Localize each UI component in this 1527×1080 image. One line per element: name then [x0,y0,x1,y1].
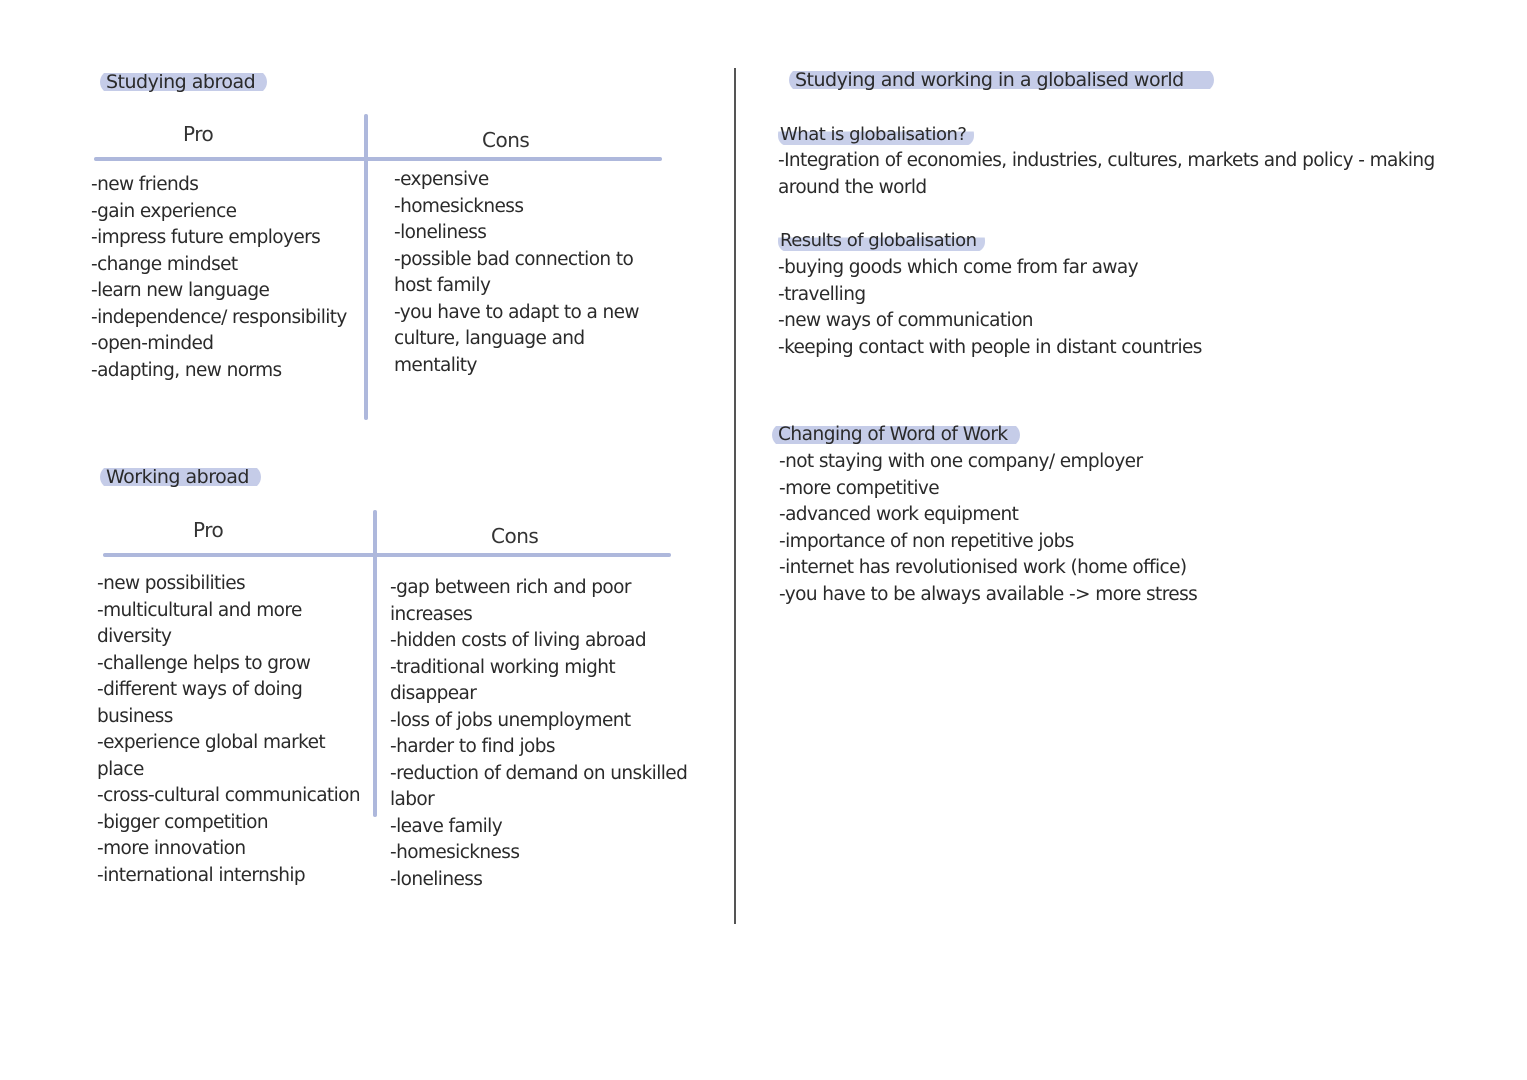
list-item: -bigger competition [97,811,268,833]
studying-cons-list [394,167,674,379]
results-of-globalisation-heading: Results of globalisation [778,230,985,252]
list-item: -more competitive [779,477,940,499]
list-item: -harder to find jobs [390,736,555,757]
studying-cons-header: Cons [482,128,530,152]
list-item: -hidden costs of living abroad [390,630,647,651]
list-item: -traditional working might disappear [390,656,616,704]
working-table-horizontal-line [103,553,671,557]
list-item: -homesickness [390,842,520,863]
list-item: -open-minded [91,333,214,354]
list-item: -buying goods which come from far away [778,257,1138,278]
list-item: -you have to adapt to a new culture, language and mentality [394,301,639,376]
changing-world-of-work-heading: Changing of Word of Work [772,423,1020,447]
globalised-world-title: Studying and working in a globalised world [789,68,1214,92]
list-item: -international internship [97,864,306,886]
what-is-globalisation-text: -Integration of economies, industries, cultures, markets and policy - making around the world [778,150,1435,198]
list-item: -challenge helps to grow [97,652,311,674]
list-item: -reduction of demand on unskilled labor [390,762,688,810]
working-table-vertical-line [373,510,377,817]
list-item: -internet has revolutionised work (home office) [779,557,1187,578]
list-item: -travelling [778,283,866,305]
list-item: -possible bad connection to host family [394,248,634,296]
list-item: -loneliness [390,868,483,890]
working-cons-list [390,575,690,893]
studying-table-horizontal-line [94,157,662,161]
list-item: -new friends [91,174,199,195]
list-item: -change mindset [91,253,238,275]
list-item: -gain experience [91,200,237,222]
changing-list [779,449,1479,608]
list-item: -advanced work equipment [779,504,1019,525]
list-item: -cross-cultural communication [97,785,360,806]
page-divider [734,68,736,924]
list-item: -different ways of doing business [97,679,303,727]
working-cons-header: Cons [491,524,539,548]
list-item: -keeping contact with people in distant countries [778,336,1202,358]
list-item: -importance of non repetitive jobs [779,530,1074,552]
studying-pro-header: Pro [183,122,214,146]
list-item: -new ways of communication [778,310,1033,331]
list-item: -you have to be always available -> more stress [779,583,1198,605]
working-abroad-title: Working abroad [100,465,261,489]
working-pro-header: Pro [193,518,224,542]
studying-abroad-title: Studying abroad [100,70,267,94]
list-item: -more innovation [97,838,246,859]
list-item: -impress future employers [91,227,321,248]
list-item: -adapting, new norms [91,359,282,381]
list-item: -loss of jobs unemployment [390,709,631,731]
list-item: -not staying with one company/ employer [779,451,1143,472]
studying-pros-list [91,172,359,384]
what-is-globalisation-heading: What is globalisation? [778,124,974,146]
list-item: -independence/ responsibility [91,306,347,328]
list-item: -loneliness [394,222,487,243]
results-list [778,255,1478,361]
list-item: -experience global market place [97,732,326,780]
list-item: -gap between rich and poor increases [390,577,631,625]
list-item: -multicultural and more diversity [97,599,302,647]
list-item: -homesickness [394,195,524,217]
studying-table-vertical-line [364,114,368,420]
working-pros-list [97,571,369,889]
list-item: -new possibilities [97,573,246,594]
list-item: -leave family [390,815,503,837]
list-item: -expensive [394,169,489,190]
list-item: -learn new language [91,280,270,301]
